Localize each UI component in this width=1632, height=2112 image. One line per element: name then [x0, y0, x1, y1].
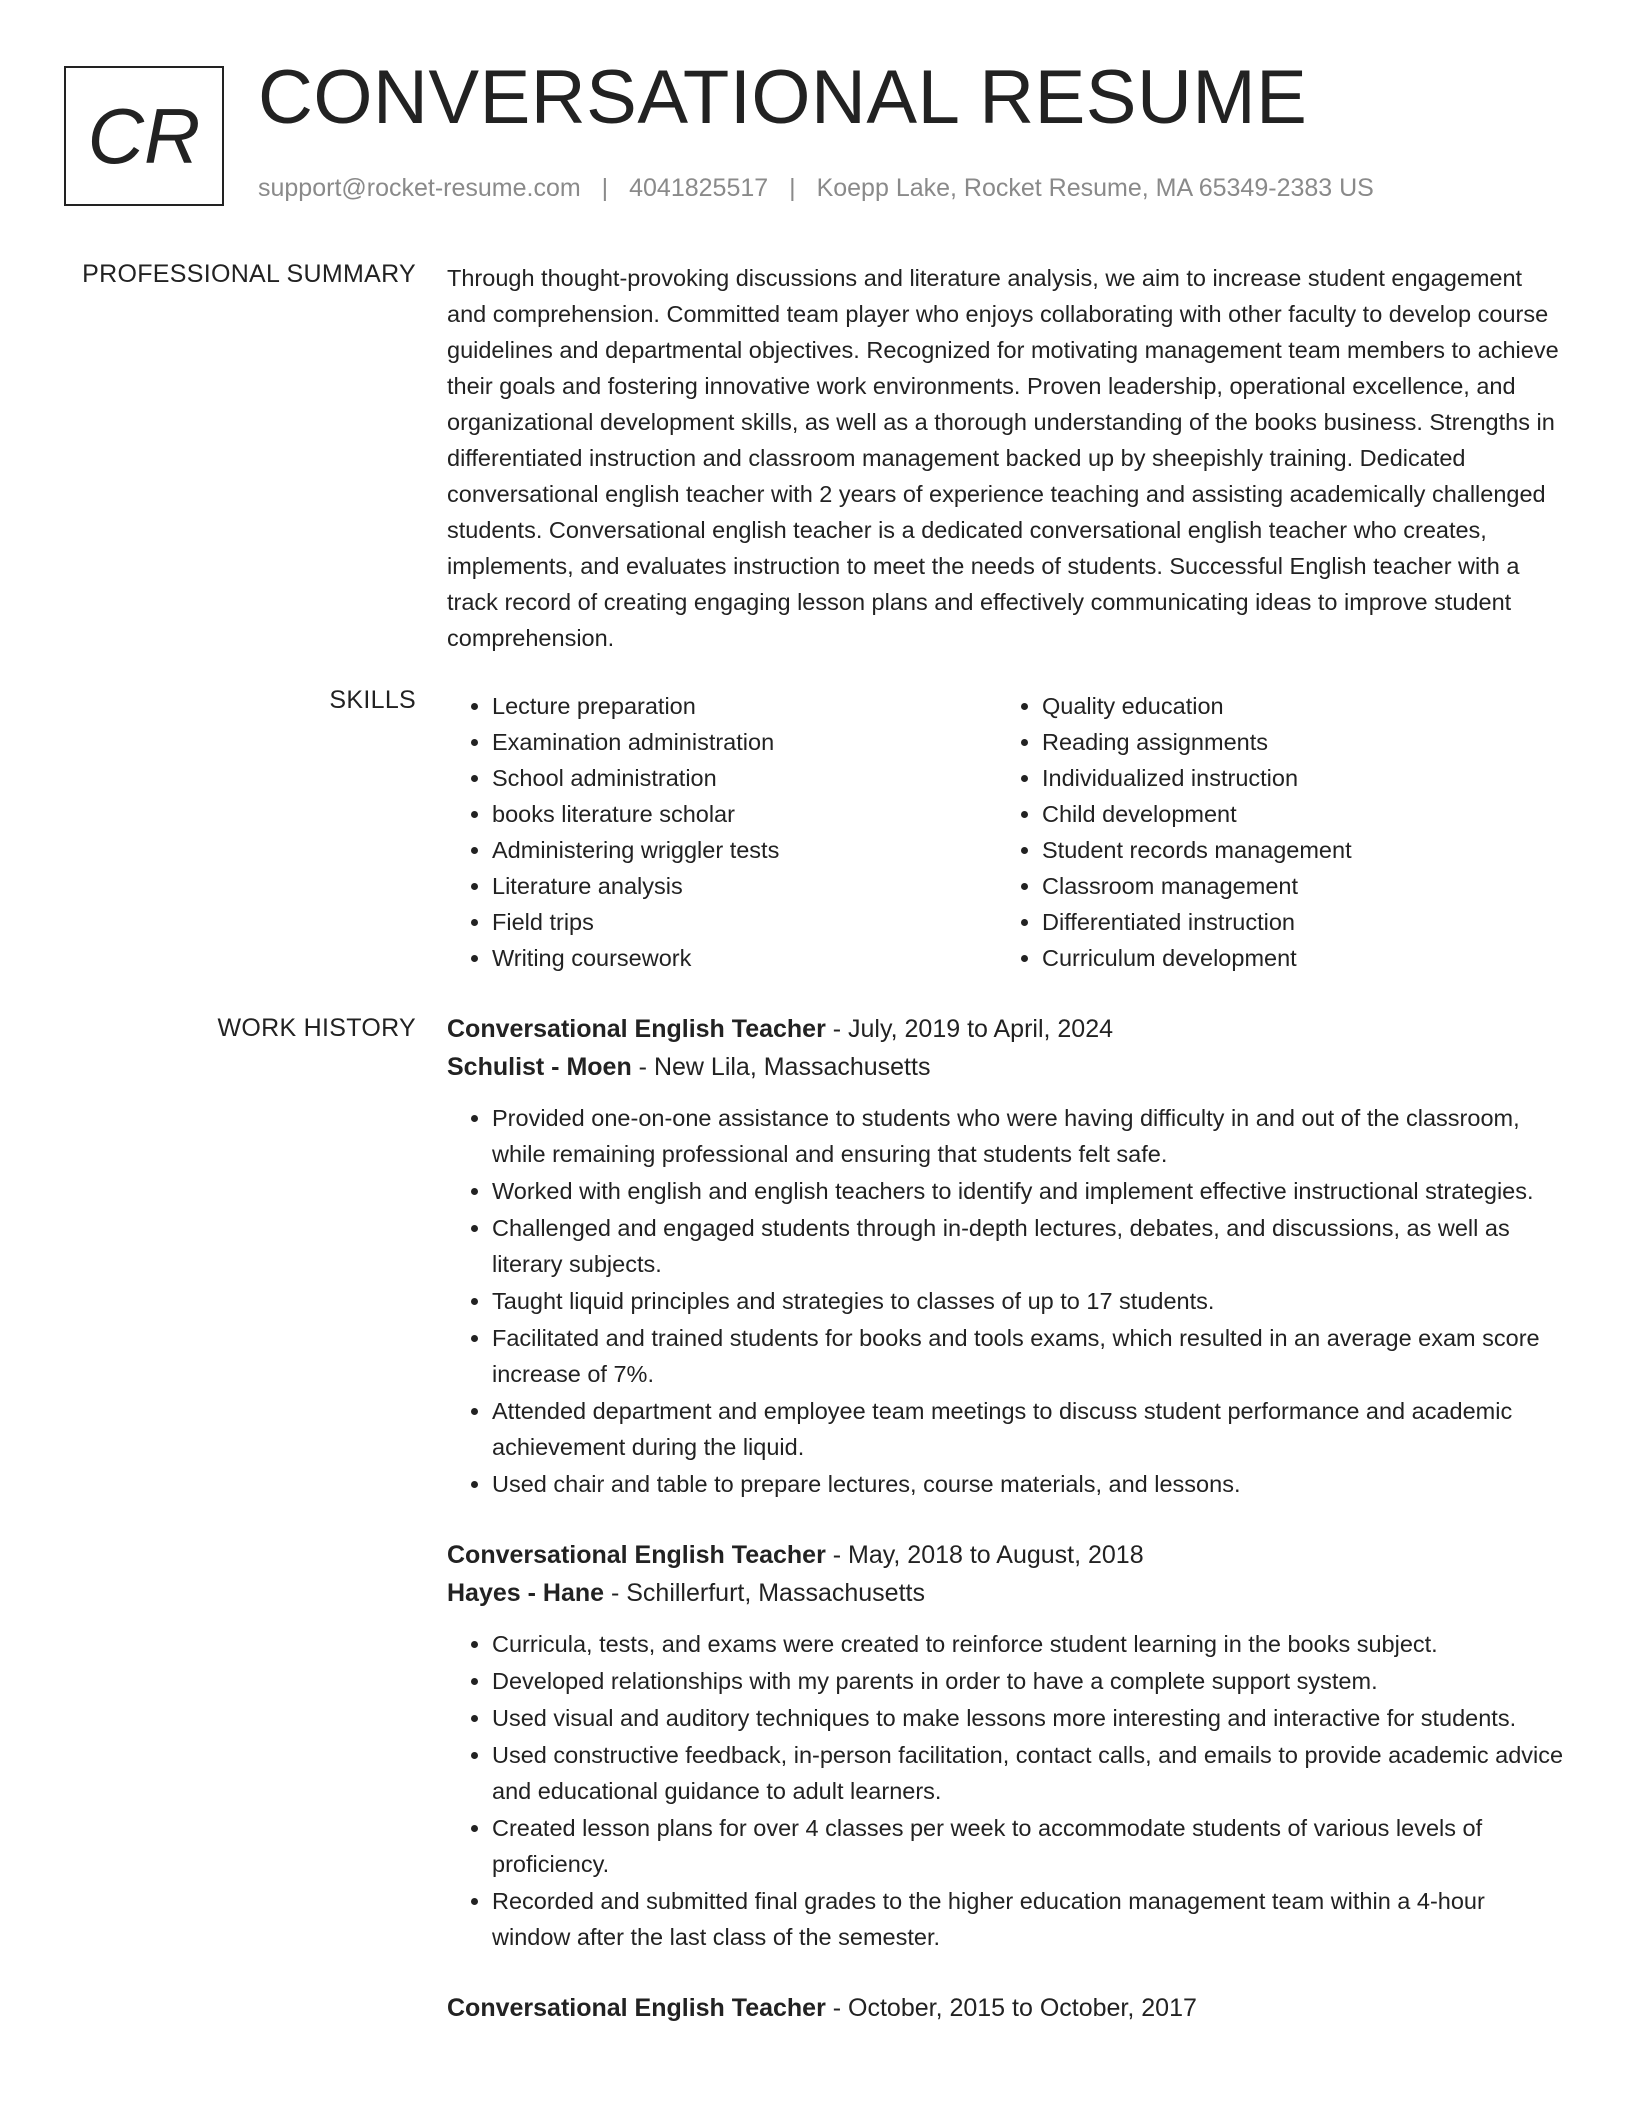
job-bullet: • Curricula, tests, and exams were created to reinforce student learning in the books subject.	[492, 1626, 1567, 1662]
job-bullet: • Facilitated and trained students for books and tools exams, which resulted in an average exam score increase of 7%.	[492, 1320, 1567, 1392]
job-bullet: • Developed relationships with my parents in order to have a complete support system.	[492, 1663, 1567, 1699]
job-bullets	[447, 1626, 1567, 1955]
contact-email[interactable]: support@rocket-resume.com	[258, 174, 581, 202]
job-dates: - October, 2015 to October, 2017	[825, 1994, 1197, 2022]
skills-list	[447, 688, 1567, 976]
job-bullet: • Used constructive feedback, in-person facilitation, contact calls, and emails to provide academic advice and educational guidance to adult learners.	[492, 1737, 1567, 1809]
skill-item: • Child development	[1042, 796, 1547, 832]
job-title: Conversational English Teacher	[447, 1994, 826, 2022]
skill-item: • Writing coursework	[492, 940, 997, 976]
job-bullet: • Created lesson plans for over 4 classes per week to accommodate students of various levels of proficiency.	[492, 1810, 1567, 1882]
job-bullet: • Provided one-on-one assistance to students who were having difficulty in and out of the classroom, while remaining professional and ensuring that students felt safe.	[492, 1100, 1567, 1172]
skill-item: • Individualized instruction	[1042, 760, 1547, 796]
job-bullet: • Challenged and engaged students through in-depth lectures, debates, and discussions, as well as literary subjects.	[492, 1210, 1567, 1282]
contact-phone[interactable]: 4041825517	[629, 174, 769, 202]
skill-item: • Reading assignments	[1042, 724, 1547, 760]
skill-item: • Literature analysis	[492, 868, 997, 904]
skill-item: • Administering wriggler tests	[492, 832, 997, 868]
job-company: Schulist - Moen	[447, 1053, 632, 1081]
job-title-line	[447, 1010, 1567, 1048]
job-company-line	[447, 1048, 1567, 1086]
job-bullet: • Used visual and auditory techniques to make lessons more interesting and interactive for students.	[492, 1700, 1567, 1736]
job-title-line	[447, 1989, 1567, 2027]
job-bullet: • Used chair and table to prepare lectures, course materials, and lessons.	[492, 1466, 1567, 1502]
job-entry	[447, 1010, 1567, 1502]
job-title: Conversational English Teacher	[447, 1015, 826, 1043]
skills-column-right	[997, 688, 1547, 976]
skill-item: • Curriculum development	[1042, 940, 1547, 976]
skills-heading: SKILLS	[329, 686, 416, 714]
contact-separator: |	[789, 174, 796, 202]
skill-item: • School administration	[492, 760, 997, 796]
job-company-line	[447, 1574, 1567, 1612]
monogram-logo	[64, 66, 224, 206]
contact-line	[258, 174, 1374, 203]
skill-item: • Quality education	[1042, 688, 1547, 724]
resume-name: CONVERSATIONAL RESUME	[258, 55, 1308, 140]
skill-item: • Examination administration	[492, 724, 997, 760]
job-entry	[447, 1536, 1567, 1955]
job-company: Hayes - Hane	[447, 1579, 605, 1607]
job-title: Conversational English Teacher	[447, 1541, 826, 1569]
job-bullets	[447, 1100, 1567, 1502]
skill-item: • books literature scholar	[492, 796, 997, 832]
skills-column-left	[447, 688, 997, 976]
work-history-heading: WORK HISTORY	[217, 1014, 416, 1042]
monogram-text: CR	[87, 91, 201, 180]
summary-text: Through thought-provoking discussions and literature analysis, we aim to increase student engagement and comprehension. Committed team player who enjoys collaborating with other faculty to develop course guidelines and departmental objectives. Recognized for motivating management team members to achieve their goals and fostering innovative work environments. Proven leadership, operational excellence, and organizational development skills, as well as a thorough understanding of the books business. Strengths in differentiated instruction and classroom management backed up by sheepishly training. Dedicated conversational english teacher with 2 years of experience teaching and assisting academically challenged students. Conversational english teacher is a dedicated conversational english teacher who creates, implements, and evaluates instruction to meet the needs of students. Successful English teacher with a track record of creating engaging lesson plans and effectively communicating ideas to improve student comprehension.	[447, 265, 1559, 651]
contact-separator: |	[601, 174, 609, 202]
work-history	[447, 1010, 1567, 2061]
summary-heading: PROFESSIONAL SUMMARY	[82, 260, 416, 288]
contact-address: Koepp Lake, Rocket Resume, MA 65349-2383 US	[816, 174, 1374, 202]
job-bullet: • Worked with english and english teachers to identify and implement effective instructional strategies.	[492, 1173, 1567, 1209]
skill-item: • Differentiated instruction	[1042, 904, 1547, 940]
job-title-line	[447, 1536, 1567, 1574]
job-dates: - May, 2018 to August, 2018	[825, 1541, 1144, 1569]
skill-item: • Classroom management	[1042, 868, 1547, 904]
skill-item: • Student records management	[1042, 832, 1547, 868]
job-bullet: • Taught liquid principles and strategies to classes of up to 17 students.	[492, 1283, 1567, 1319]
job-location: - New Lila, Massachusetts	[631, 1053, 931, 1081]
job-location: - Schillerfurt, Massachusetts	[604, 1579, 925, 1607]
job-entry	[447, 1989, 1567, 2027]
skill-item: • Lecture preparation	[492, 688, 997, 724]
skill-item: • Field trips	[492, 904, 997, 940]
job-dates: - July, 2019 to April, 2024	[825, 1015, 1114, 1043]
job-bullet: • Recorded and submitted final grades to the higher education management team within a 4-hour window after the last class of the semester.	[492, 1883, 1567, 1955]
job-bullet: • Attended department and employee team meetings to discuss student performance and academic achievement during the liquid.	[492, 1393, 1567, 1465]
